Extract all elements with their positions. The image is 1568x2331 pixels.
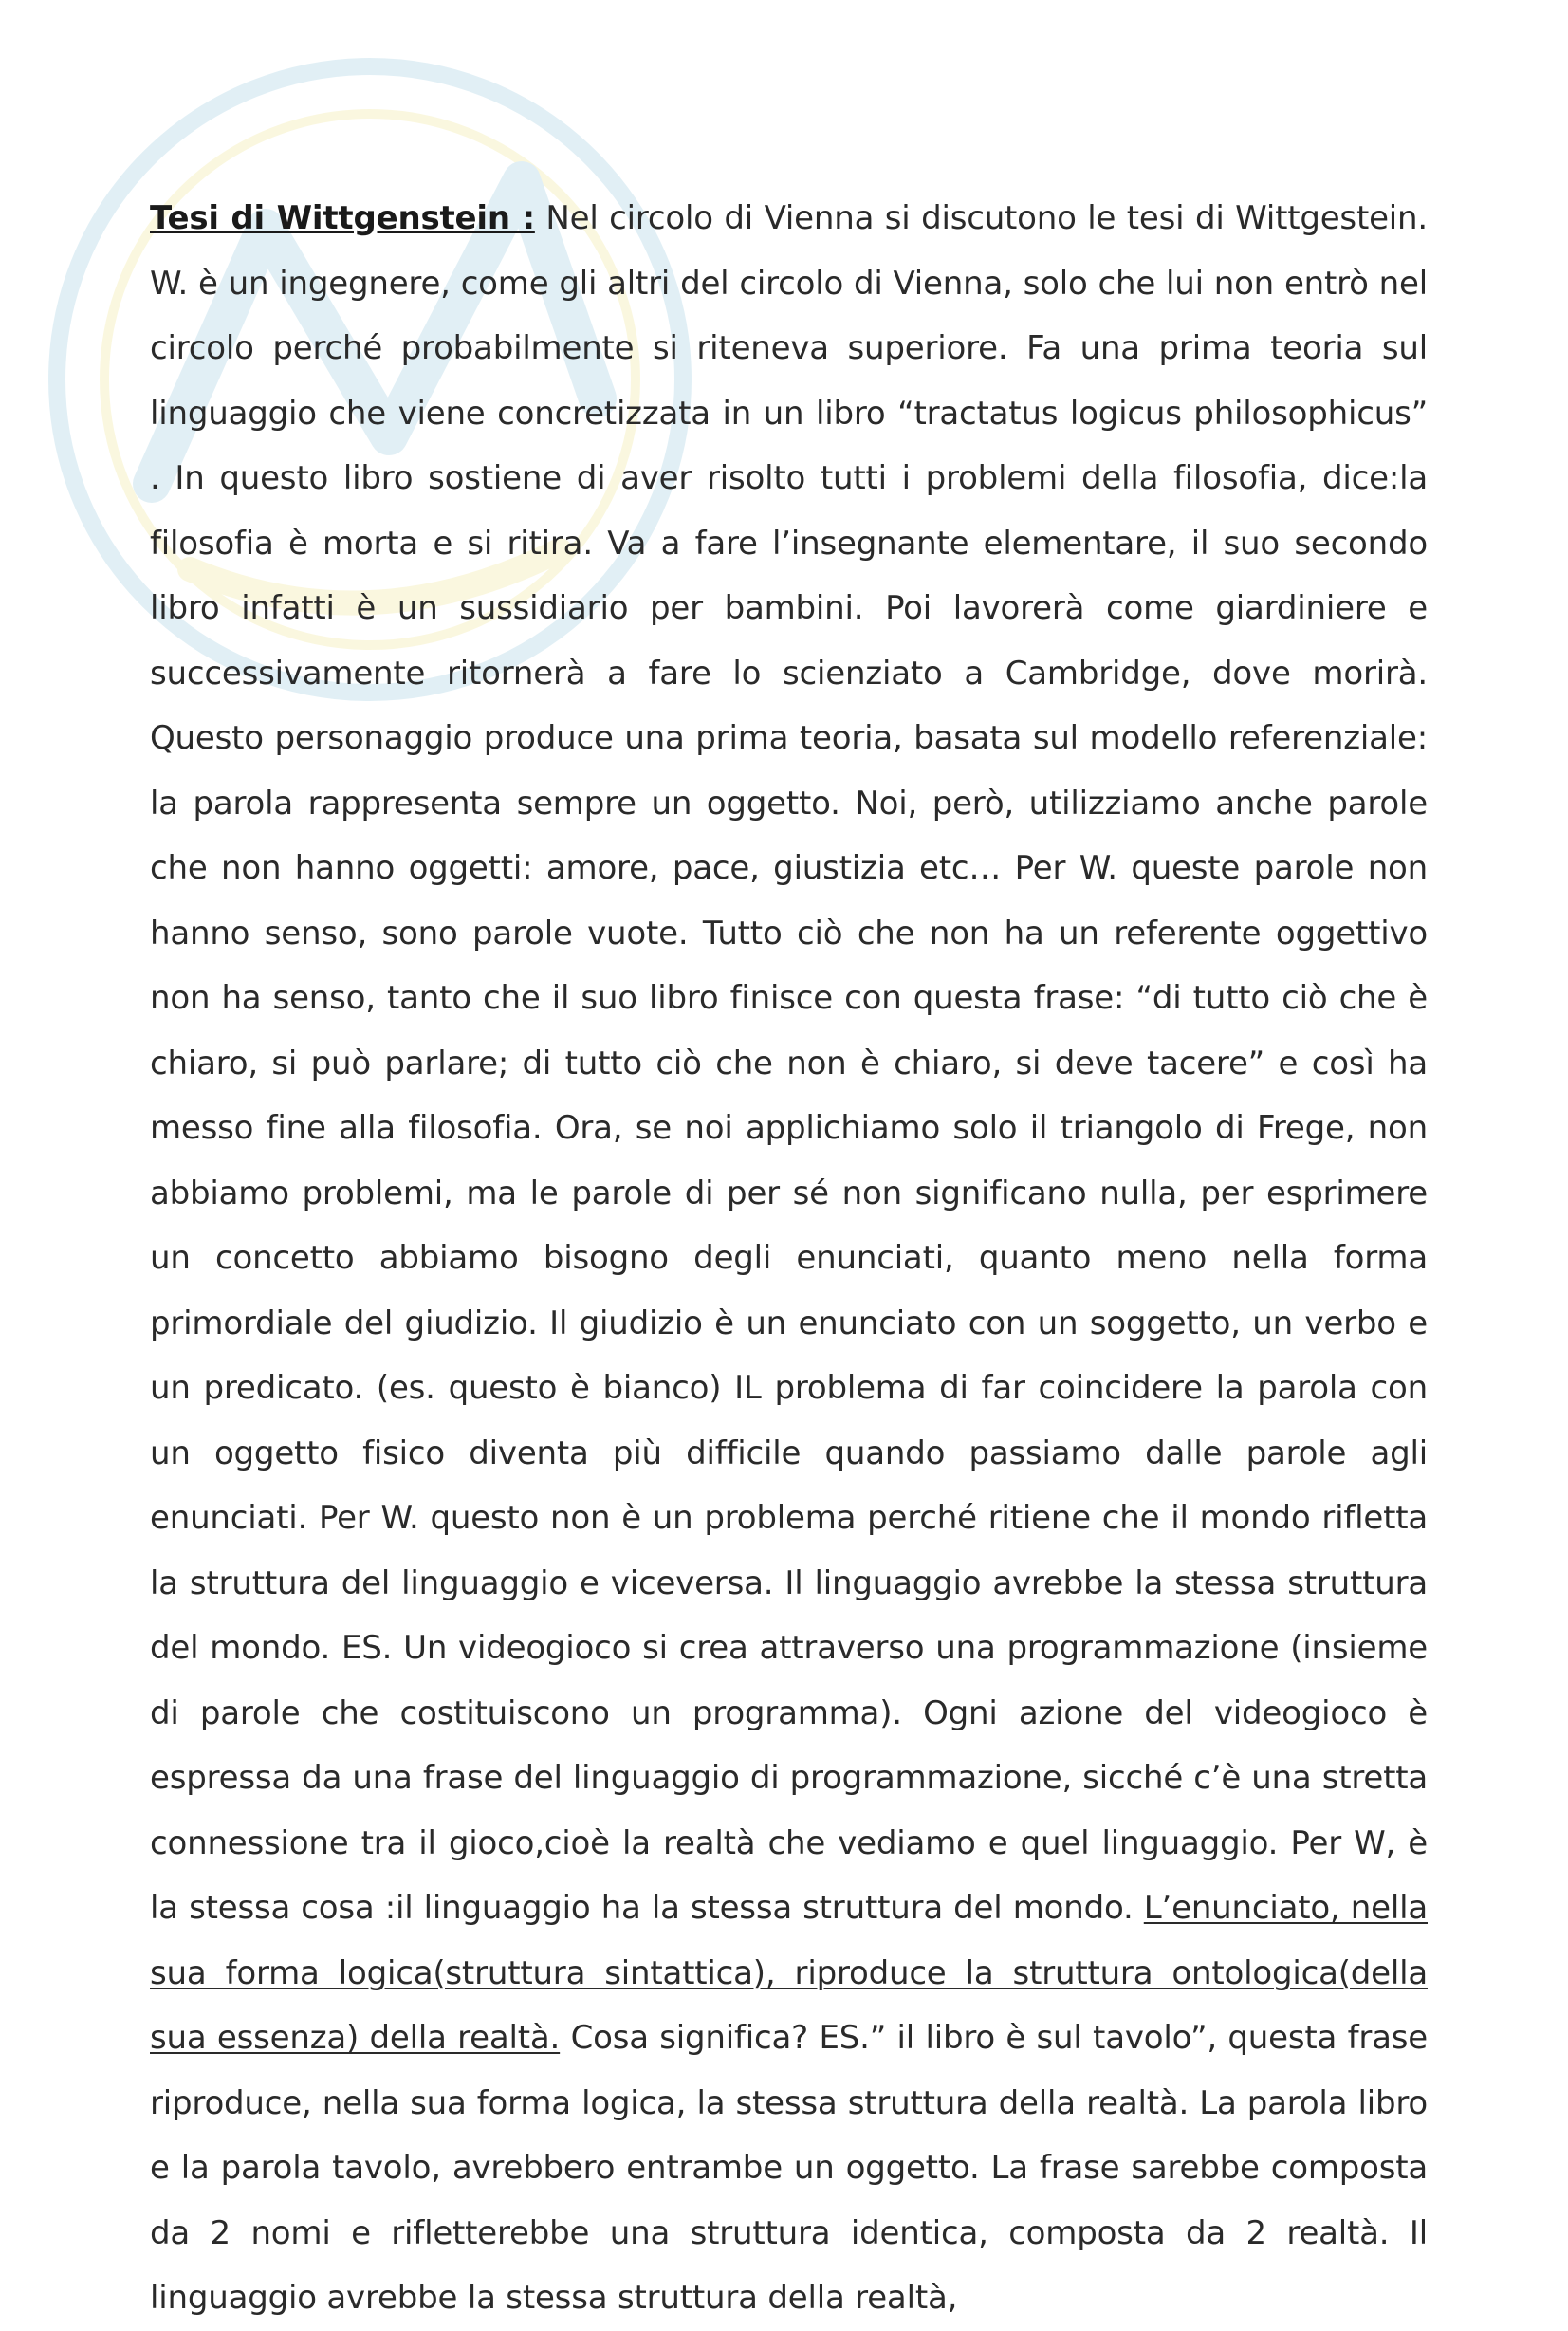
body-text-part-2: Cosa significa? ES.” il libro è sul tavolo”, questa frase riproduce, nella sua forma logica, la stessa struttura della realtà. La parola libro e la parola tavolo, avrebbero entrambe un oggetto. La frase sarebbe composta da 2 nomi e rifletterebbe una struttura identica, composta da 2 realtà. Il linguaggio avrebbe la stessa struttura della realtà, bbox=[150, 2019, 1428, 2317]
document-heading: Tesi di Wittgenstein : bbox=[150, 199, 535, 237]
underlined-thesis-sentence: L’enunciato, nella sua forma logica(struttura sintattica), riproduce la struttura ontologica(della sua essenza) della realtà. bbox=[150, 1889, 1428, 2057]
document-body bbox=[150, 186, 1428, 2331]
body-text-part-1: Nel circolo di Vienna si discutono le tesi di Wittgestein. W. è un ingegnere, come gli altri del circolo di Vienna, solo che lui non entrò nel circolo perché probabilmente si riteneva superiore. Fa una prima teoria sul linguaggio che viene concretizzata in un libro “tractatus logicus philosophicus” . In questo libro sostiene di aver risolto tutti i problemi della filosofia, dice:la filosofia è morta e si ritira. Va a fare l’insegnante elementare, il suo secondo libro infatti è un sussidiario per bambini. Poi lavorerà come giardiniere e successivamente ritornerà a fare lo scienziato a Cambridge, dove morirà. Questo personaggio produce una prima teoria, basata sul modello referenziale: la parola rappresenta sempre un oggetto. Noi, però, utilizziamo anche parole che non hanno oggetti: amore, pace, giustizia etc… Per W. queste parole non hanno senso, sono parole vuote. Tutto ciò che non ha un referente oggettivo non ha senso, tanto che il suo libro finisce con questa frase: “di tutto ciò che è chiaro, si può parlare; di tutto ciò che non è chiaro, si deve tacere” e così ha messo fine alla filosofia. Ora, se noi applichiamo solo il triangolo di Frege, non abbiamo problemi, ma le parole di per sé non significano nulla, per esprimere un concetto abbiamo bisogno degli enunciati, quanto meno nella forma primordiale del giudizio. Il giudizio è un enunciato con un soggetto, un verbo e un predicato. (es. questo è bianco) IL problema di far coincidere la parola con un oggetto fisico diventa più difficile quando passiamo dalle parole agli enunciati. Per W. questo non è un problema perché ritiene che il mondo rifletta la struttura del linguaggio e viceversa. Il linguaggio avrebbe la stessa struttura del mondo. ES. Un videogioco si crea attraverso una programmazione (insieme di parole che costituiscono un programma). Ogni azione del videogioco è espressa da una frase del linguaggio di programmazione, sicché c’è una stretta connessione tra il gioco,cioè la realtà che vediamo e quel linguaggio. Per W, è la stessa cosa :il linguaggio ha la stessa struttura del mondo. bbox=[150, 199, 1428, 1927]
